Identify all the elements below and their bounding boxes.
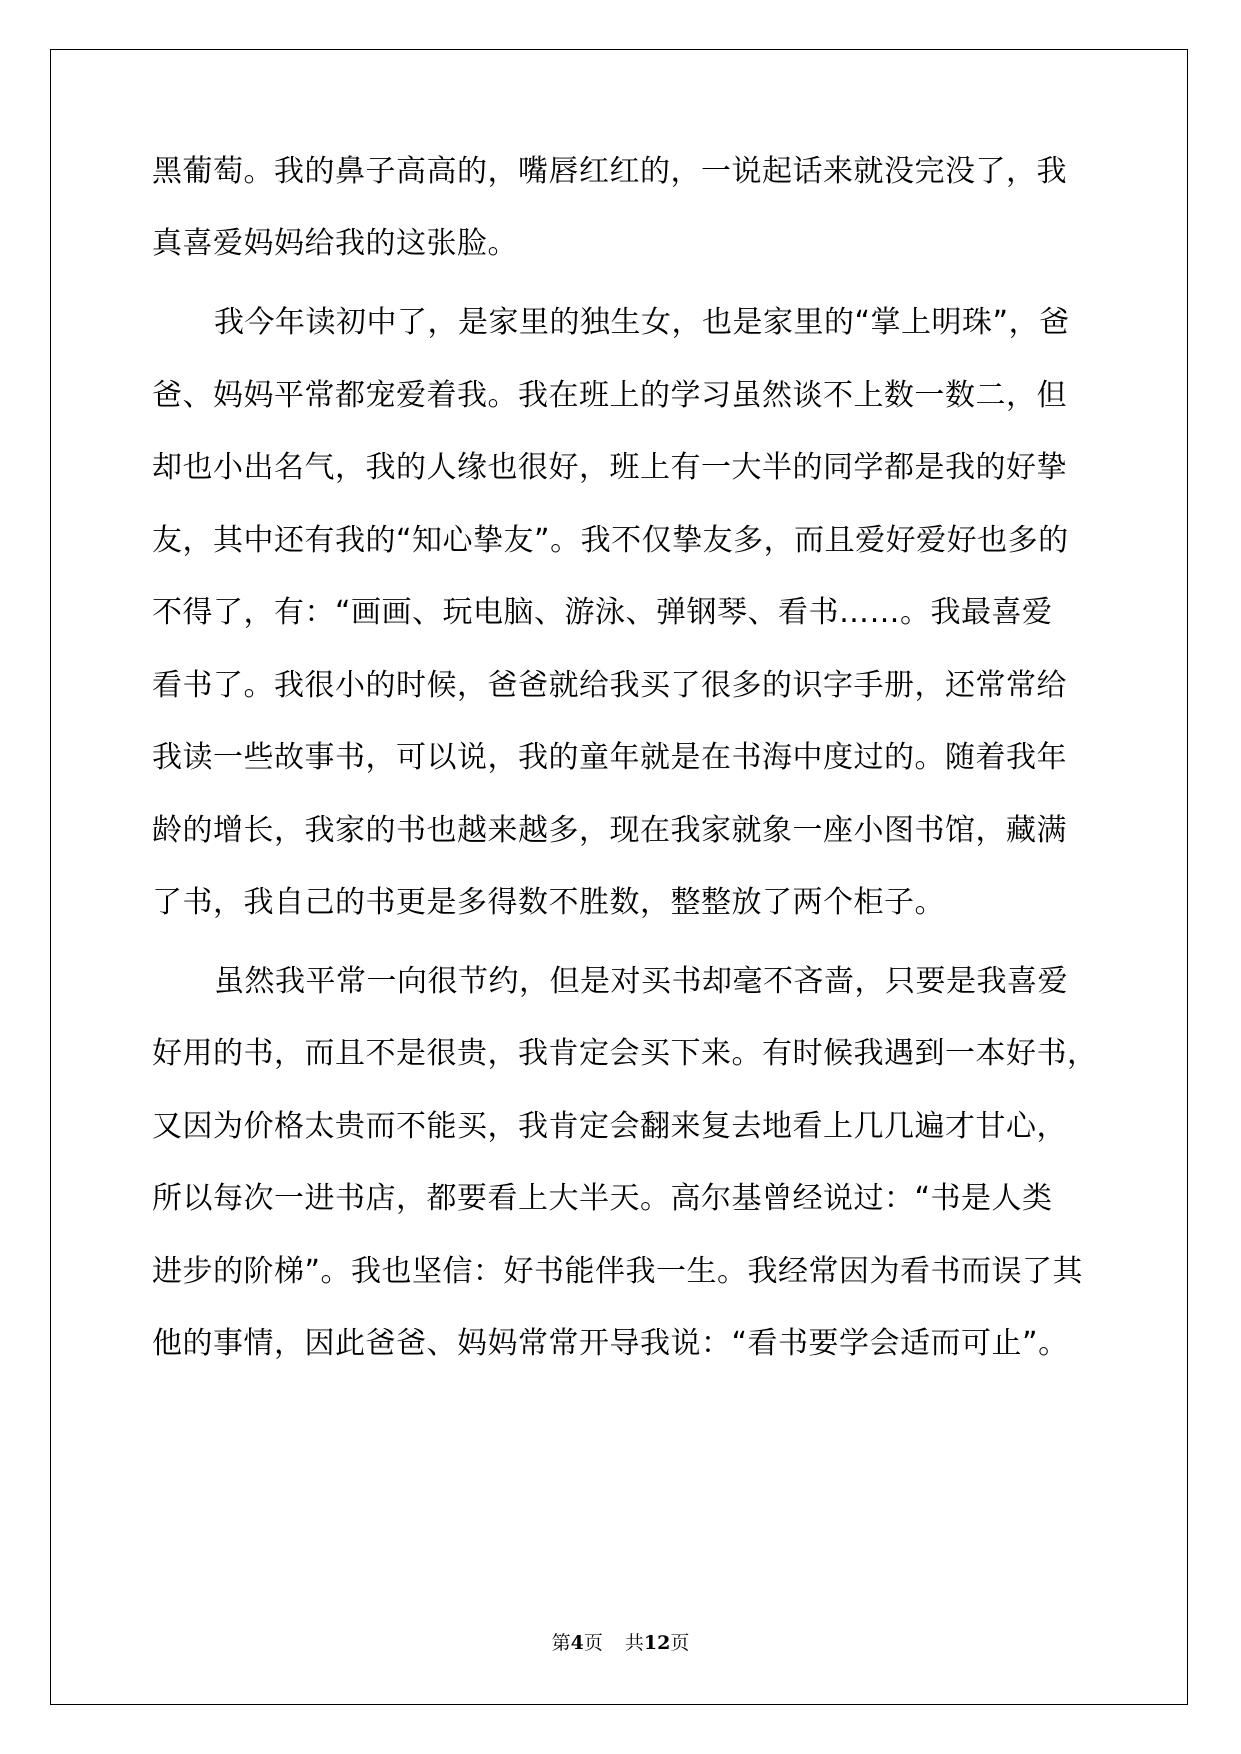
total-prefix: 共 <box>624 1632 644 1654</box>
page-current-number: 4 <box>570 1632 584 1654</box>
text-line-3: 我今年读初中了，是家里的独生女，也是家里的“掌上明珠”，爸 <box>214 305 1070 340</box>
text-line-6: 友，其中还有我的“知心挚友”。我不仅挚友多，而且爱好爱好也多的 <box>152 523 1069 558</box>
page-prefix: 第 <box>551 1632 571 1654</box>
text-line-1: 黑葡萄。我的鼻子高高的，嘴唇红红的，一说起话来就没完没了，我 <box>152 154 1067 189</box>
text-line-5: 却也小出名气，我的人缘也很好，班上有一大半的同学都是我的好挚 <box>152 450 1067 485</box>
text-line-11: 了书，我自己的书更是多得数不胜数，整整放了两个柜子。 <box>152 885 945 920</box>
page-suffix: 页 <box>583 1632 603 1654</box>
text-line-15: 所以每次一进书店，都要看上大半天。高尔基曾经说过：“书是人类 <box>152 1181 1053 1216</box>
text-line-13: 好用的书，而且不是很贵，我肯定会买下来。有时候我遇到一本好书， <box>152 1036 1098 1071</box>
text-line-7: 不得了，有：“画画、玩电脑、游泳、弹钢琴、看书……。我最喜爱 <box>152 595 1053 630</box>
text-line-12: 虽然我平常一向很节约，但是对买书却毫不吝啬，只要是我喜爱 <box>214 964 1068 999</box>
text-line-14: 又因为价格太贵而不能买，我肯定会翻来复去地看上几几遍才甘心， <box>152 1109 1067 1144</box>
text-line-9: 我读一些故事书，可以说，我的童年就是在书海中度过的。随着我年 <box>152 740 1067 775</box>
text-line-4: 爸、妈妈平常都宠爱着我。我在班上的学习虽然谈不上数一数二，但 <box>152 378 1067 413</box>
text-line-17: 他的事情，因此爸爸、妈妈常常开导我说：“看书要学会适而可止”。 <box>152 1326 1069 1361</box>
text-line-10: 龄的增长，我家的书也越来越多，现在我家就象一座小图书馆，藏满 <box>152 813 1067 848</box>
text-line-16: 进步的阶梯”。我也坚信：好书能伴我一生。我经常因为看书而误了其 <box>152 1254 1084 1289</box>
total-suffix: 页 <box>670 1632 690 1654</box>
text-line-2: 真喜爱妈妈给我的这张脸。 <box>152 226 518 261</box>
page-footer <box>0 1631 1241 1655</box>
page-total-number: 12 <box>643 1632 671 1654</box>
text-line-8: 看书了。我很小的时候，爸爸就给我买了很多的识字手册，还常常给 <box>152 668 1067 703</box>
page-border <box>50 49 1188 1705</box>
